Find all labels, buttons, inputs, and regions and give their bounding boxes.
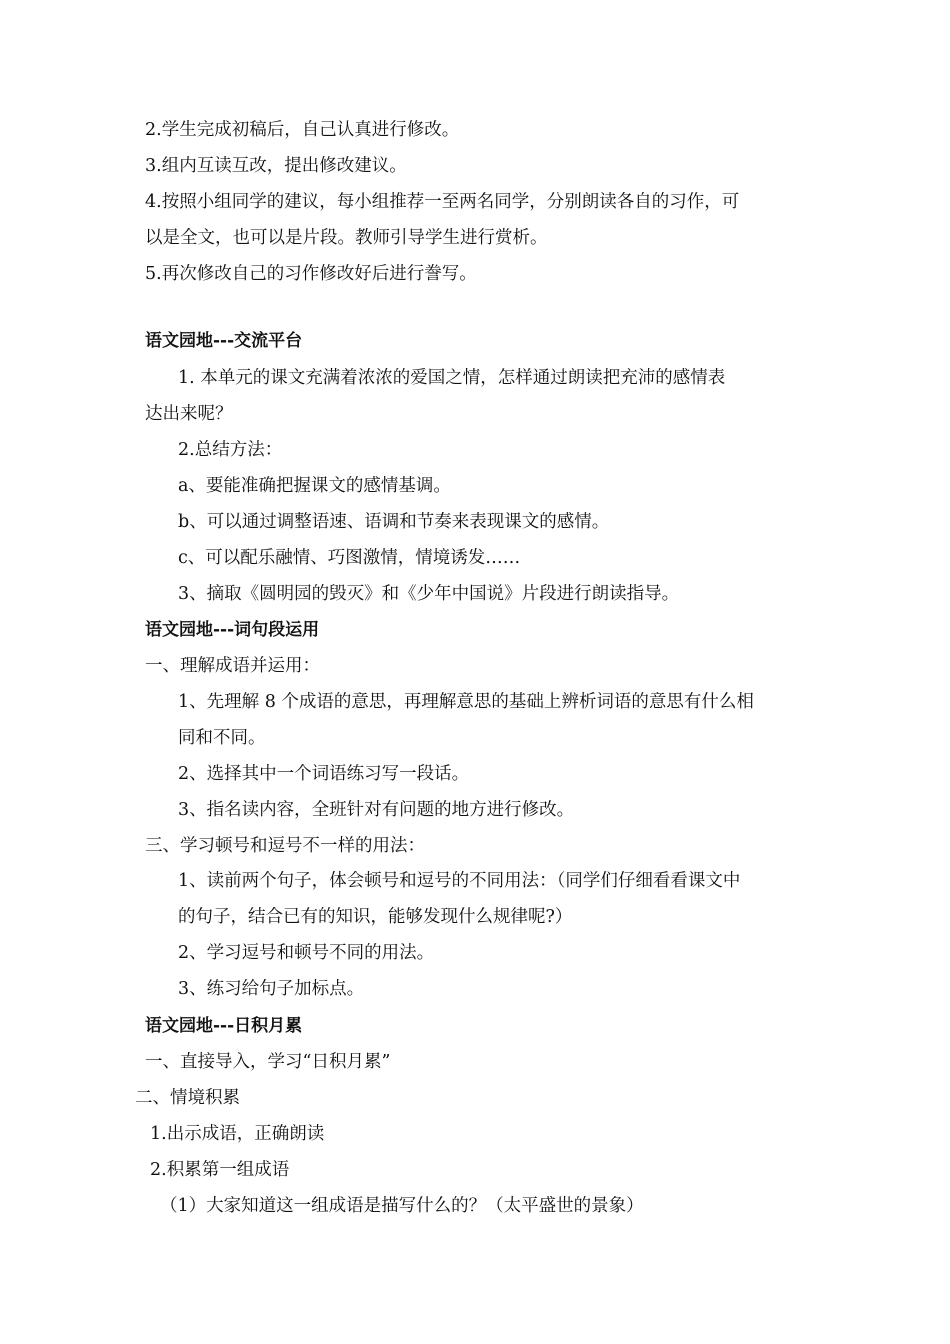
text-line: 3、摘取《圆明园的毁灭》和《少年中国说》片段进行朗读指导。 xyxy=(178,584,680,604)
text-line: 达出来呢？ xyxy=(145,404,233,424)
text-line: 3、指名读内容，全班针对有问题的地方进行修改。 xyxy=(178,800,575,820)
text-line: 2.总结方法： xyxy=(178,440,283,460)
text-line: 2.积累第一组成语 xyxy=(150,1160,290,1180)
text-line: 1.出示成语，正确朗读 xyxy=(150,1124,325,1144)
text-line: 1. 本单元的课文充满着浓浓的爱国之情，怎样通过朗读把充沛的感情表 xyxy=(178,368,726,388)
text-line: a、要能准确把握课文的感情基调。 xyxy=(178,476,451,496)
text-line: 1、先理解 8 个成语的意思，再理解意思的基础上辨析词语的意思有什么相 xyxy=(178,692,754,712)
text-line: 三、学习顿号和逗号不一样的用法： xyxy=(145,836,425,856)
text-line: 3.组内互读互改，提出修改建议。 xyxy=(145,156,407,176)
section-heading: 语文园地---日积月累 xyxy=(145,1016,303,1036)
text-line: 5.再次修改自己的习作修改好后进行誊写。 xyxy=(145,264,477,284)
text-line: b、可以通过调整语速、语调和节奏来表现课文的感情。 xyxy=(178,512,610,532)
text-line: 4.按照小组同学的建议，每小组推荐一至两名同学，分别朗读各自的习作，可 xyxy=(145,192,740,212)
text-line: 2、学习逗号和顿号不同的用法。 xyxy=(178,943,435,963)
text-line: 2、选择其中一个词语练习写一段话。 xyxy=(178,764,470,784)
text-line: （1）大家知道这一组成语是描写什么的？（太平盛世的景象） xyxy=(160,1196,644,1216)
text-line: 2.学生完成初稿后，自己认真进行修改。 xyxy=(145,120,460,140)
text-line: 以是全文，也可以是片段。教师引导学生进行赏析。 xyxy=(145,228,548,248)
section-heading: 语文园地---词句段运用 xyxy=(145,620,320,640)
text-line: 一、直接导入，学习“日积月累” xyxy=(145,1052,391,1072)
text-line: 3、练习给句子加标点。 xyxy=(178,979,365,999)
text-line: 同和不同。 xyxy=(178,728,266,748)
text-line: 1、读前两个句子，体会顿号和逗号的不同用法：（同学们仔细看看课文中 xyxy=(178,871,741,891)
text-line: 二、情境积累 xyxy=(135,1088,240,1108)
text-line: c、可以配乐融情、巧图激情，情境诱发…… xyxy=(178,548,521,568)
text-line: 的句子，结合已有的知识，能够发现什么规律呢?） xyxy=(178,907,573,927)
text-line: 一、理解成语并运用： xyxy=(145,656,320,676)
section-heading: 语文园地---交流平台 xyxy=(145,331,303,351)
